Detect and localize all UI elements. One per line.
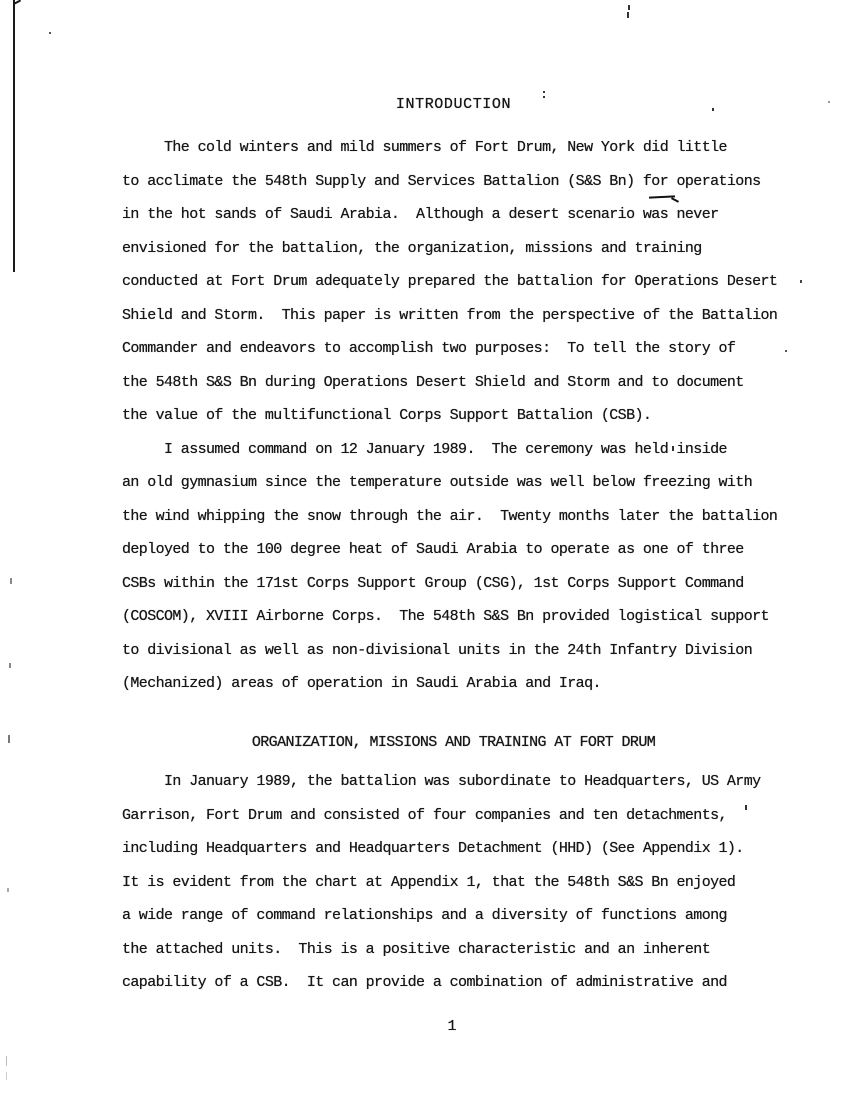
page-number: 1 (447, 1018, 457, 1035)
scan-artifact-speck (6, 1072, 7, 1080)
organization-section-heading: ORGANIZATION, MISSIONS AND TRAINING AT FORT DRUM (251, 734, 656, 751)
text-line: the 548th S&S Bn during Operations Desert Shield and Storm and to document (122, 373, 744, 391)
text-line: deployed to the 100 degree heat of Saudi Arabia to operate as one of three (122, 541, 744, 558)
scan-artifact-speck (6, 1056, 7, 1066)
scan-artifact-speck (7, 888, 9, 892)
scan-artifact-speck (8, 735, 10, 743)
text-line: the attached units. This is a positive characteristic and an inherent (122, 940, 711, 958)
text-line: to divisional as well as non-divisional units in the 24th Infantry Division (122, 641, 753, 659)
scan-artifact-speck (828, 101, 830, 103)
organization-section-body (122, 765, 761, 1000)
introduction-section-body (122, 131, 777, 701)
text-line: conducted at Fort Drum adequately prepared the battalion for Operations Desert (122, 273, 778, 290)
text-line: CSBs within the 171st Corps Support Group (CSG), 1st Corps Support Command (122, 574, 744, 592)
text-line: in the hot sands of Saudi Arabia. Although a desert scenario was never (122, 206, 719, 223)
scan-artifact-speck (627, 12, 629, 18)
scan-artifact-speck (543, 91, 545, 93)
text-line: The cold winters and mild summers of Fort Drum, New York did little (122, 139, 727, 156)
text-line: an old gymnasium since the temperature outside was well below freezing with (122, 474, 753, 491)
document-title: INTRODUCTION (395, 96, 512, 113)
scan-artifact-left-line (13, 0, 15, 272)
scan-artifact-speck (800, 280, 802, 283)
scan-artifact-speck (628, 5, 630, 10)
scan-artifact-speck (10, 578, 12, 584)
text-line: the value of the multifunctional Corps Support Battalion (CSB). (122, 407, 652, 424)
scan-artifact-speck (9, 663, 11, 668)
text-line: It is evident from the chart at Appendix 1, that the 548th S&S Bn enjoyed (122, 873, 736, 891)
scan-artifact-speck (49, 32, 51, 34)
text-line: In January 1989, the battalion was subordinate to Headquarters, US Army (122, 773, 761, 790)
text-line: including Headquarters and Headquarters Detachment (HHD) (See Appendix 1). (122, 840, 744, 857)
scan-artifact-speck (785, 350, 787, 352)
text-line: Shield and Storm. This paper is written from the perspective of the Battalion (122, 306, 778, 324)
scan-artifact-left-line-hook (14, 0, 21, 5)
text-line: (COSCOM), XVIII Airborne Corps. The 548th S&S Bn provided logistical support (122, 608, 769, 625)
text-line: capability of a CSB. It can provide a combination of administrative and (122, 974, 727, 991)
text-line: Commander and endeavors to accomplish two purposes: To tell the story of (122, 340, 736, 357)
text-line: a wide range of command relationships and a diversity of functions among (122, 907, 727, 924)
text-line: (Mechanized) areas of operation in Saudi Arabia and Iraq. (122, 675, 601, 692)
text-line: I assumed command on 12 January 1989. The ceremony was held inside (122, 440, 727, 458)
text-line: the wind whipping the snow through the air. Twenty months later the battalion (122, 507, 778, 525)
text-line: to acclimate the 548th Supply and Services Battalion (S&S Bn) for operations (122, 172, 761, 190)
text-line: envisioned for the battalion, the organization, missions and training (122, 239, 702, 257)
text-line: Garrison, Fort Drum and consisted of four companies and ten detachments, (122, 806, 727, 824)
